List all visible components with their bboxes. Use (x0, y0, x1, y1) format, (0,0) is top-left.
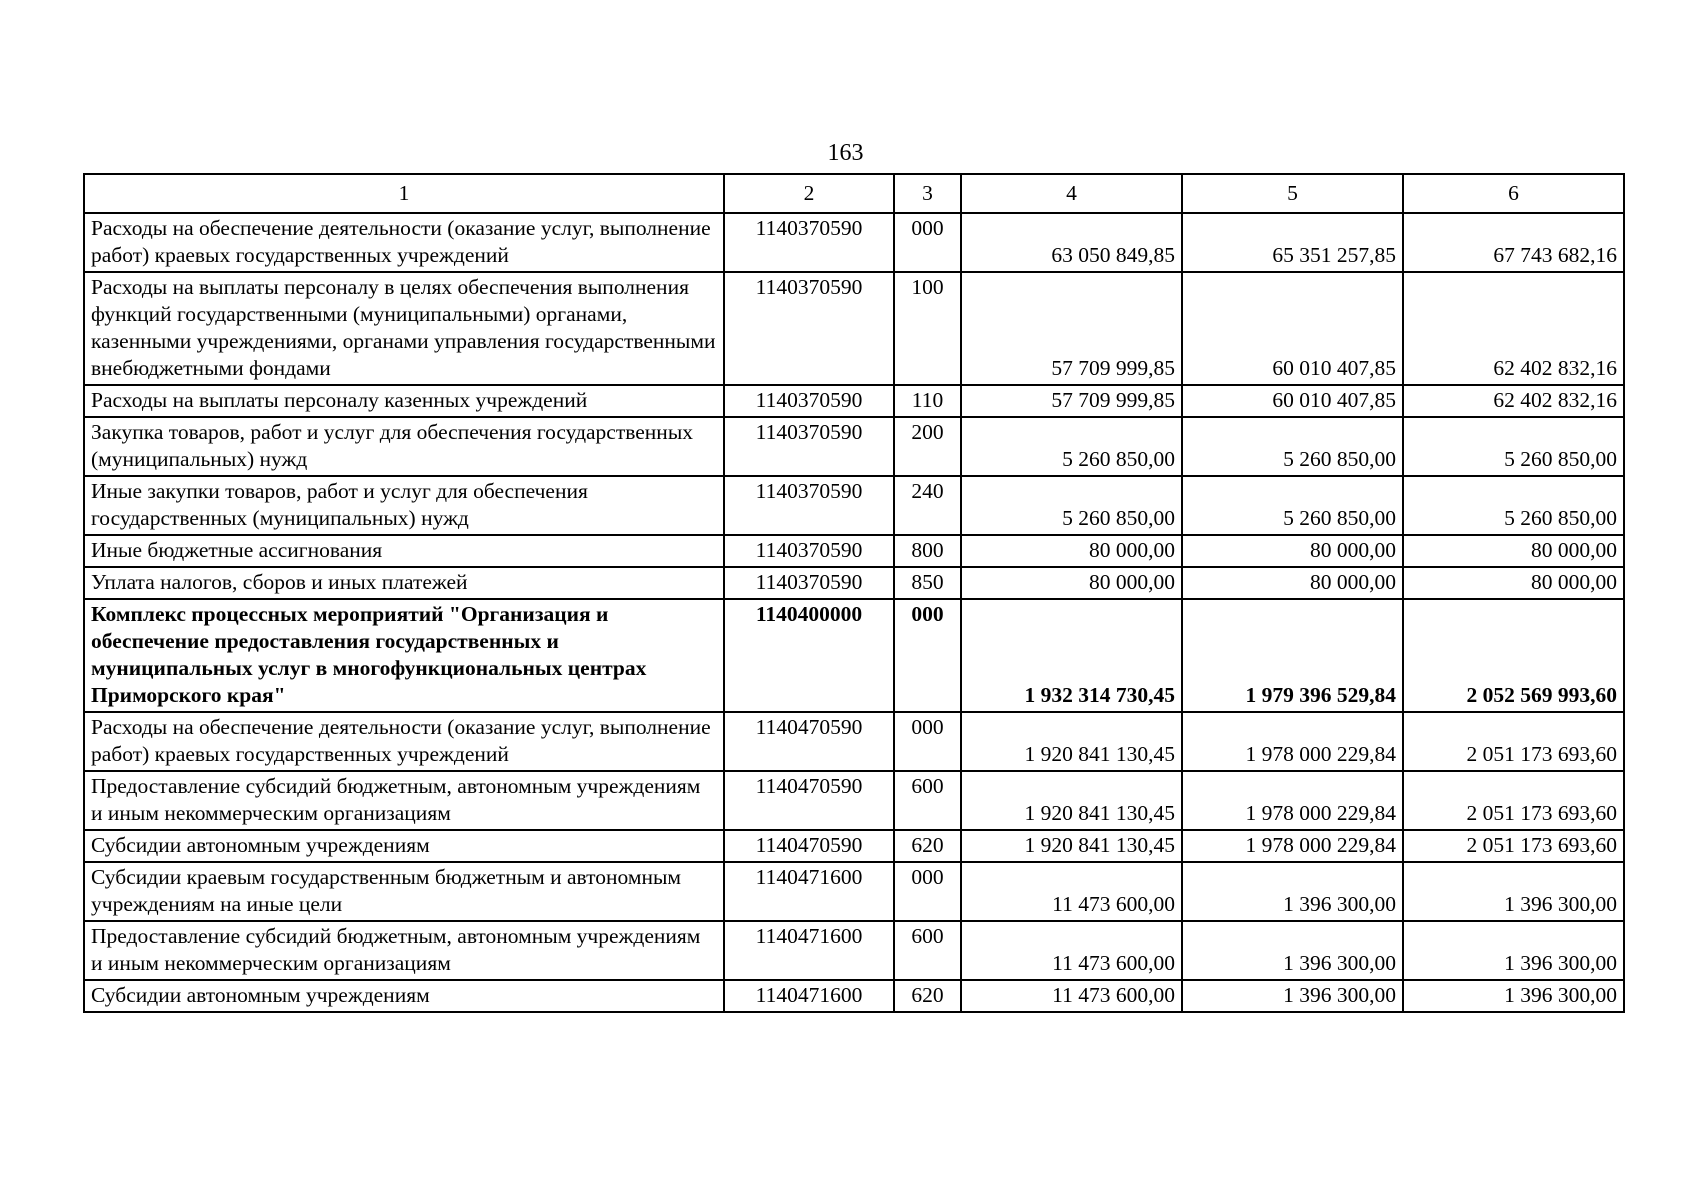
expense-type-cell: 600 (894, 771, 961, 830)
target-code-cell: 1140470590 (724, 830, 894, 862)
amount-col5-cell: 1 979 396 529,84 (1182, 599, 1403, 712)
expense-type-cell: 110 (894, 385, 961, 417)
table-row (84, 535, 1624, 567)
column-number: 4 (961, 174, 1182, 213)
amount-col5-cell: 1 978 000 229,84 (1182, 712, 1403, 771)
amount-col4-cell: 57 709 999,85 (961, 385, 1182, 417)
table-row (84, 980, 1624, 1012)
amount-col5-cell: 1 978 000 229,84 (1182, 771, 1403, 830)
amount-col6-cell: 62 402 832,16 (1403, 272, 1624, 385)
amount-col6-cell: 1 396 300,00 (1403, 980, 1624, 1012)
amount-col5-cell: 80 000,00 (1182, 567, 1403, 599)
row-name-cell: Предоставление субсидий бюджетным, автономным учреждениям и иным некоммерческим организациям (84, 771, 724, 830)
table-row (84, 385, 1624, 417)
column-number: 5 (1182, 174, 1403, 213)
expense-type-cell: 000 (894, 862, 961, 921)
budget-table (83, 173, 1625, 1013)
amount-col5-cell: 1 396 300,00 (1182, 980, 1403, 1012)
amount-col6-cell: 1 396 300,00 (1403, 921, 1624, 980)
expense-type-cell: 100 (894, 272, 961, 385)
table-row (84, 771, 1624, 830)
row-name-cell: Расходы на выплаты персоналу казенных учреждений (84, 385, 724, 417)
target-code-cell: 1140471600 (724, 862, 894, 921)
table-row (84, 272, 1624, 385)
amount-col4-cell: 1 920 841 130,45 (961, 712, 1182, 771)
amount-col6-cell: 5 260 850,00 (1403, 476, 1624, 535)
column-number: 1 (84, 174, 724, 213)
amount-col5-cell: 1 396 300,00 (1182, 921, 1403, 980)
expense-type-cell: 200 (894, 417, 961, 476)
amount-col5-cell: 1 396 300,00 (1182, 862, 1403, 921)
target-code-cell: 1140470590 (724, 712, 894, 771)
row-name-cell: Закупка товаров, работ и услуг для обеспечения государственных (муниципальных) нужд (84, 417, 724, 476)
amount-col6-cell: 5 260 850,00 (1403, 417, 1624, 476)
amount-col6-cell: 62 402 832,16 (1403, 385, 1624, 417)
amount-col4-cell: 1 920 841 130,45 (961, 830, 1182, 862)
table-row (84, 599, 1624, 712)
table-row (84, 712, 1624, 771)
amount-col5-cell: 60 010 407,85 (1182, 385, 1403, 417)
column-number: 3 (894, 174, 961, 213)
row-name-cell: Расходы на обеспечение деятельности (оказание услуг, выполнение работ) краевых государственных учреждений (84, 213, 724, 272)
target-code-cell: 1140370590 (724, 567, 894, 599)
amount-col4-cell: 11 473 600,00 (961, 921, 1182, 980)
expense-type-cell: 620 (894, 830, 961, 862)
row-name-cell: Иные бюджетные ассигнования (84, 535, 724, 567)
amount-col4-cell: 5 260 850,00 (961, 476, 1182, 535)
amount-col5-cell: 65 351 257,85 (1182, 213, 1403, 272)
table-row (84, 417, 1624, 476)
page-number: 163 (827, 140, 864, 166)
amount-col6-cell: 2 051 173 693,60 (1403, 771, 1624, 830)
amount-col4-cell: 5 260 850,00 (961, 417, 1182, 476)
row-name-cell: Предоставление субсидий бюджетным, автономным учреждениям и иным некоммерческим организациям (84, 921, 724, 980)
amount-col5-cell: 1 978 000 229,84 (1182, 830, 1403, 862)
expense-type-cell: 000 (894, 213, 961, 272)
table-row (84, 567, 1624, 599)
column-number: 2 (724, 174, 894, 213)
expense-type-cell: 240 (894, 476, 961, 535)
amount-col4-cell: 57 709 999,85 (961, 272, 1182, 385)
target-code-cell: 1140370590 (724, 272, 894, 385)
amount-col6-cell: 2 052 569 993,60 (1403, 599, 1624, 712)
expense-type-cell: 800 (894, 535, 961, 567)
amount-col4-cell: 80 000,00 (961, 535, 1182, 567)
expense-type-cell: 000 (894, 712, 961, 771)
target-code-cell: 1140470590 (724, 771, 894, 830)
target-code-cell: 1140400000 (724, 599, 894, 712)
expense-type-cell: 600 (894, 921, 961, 980)
table-row (84, 213, 1624, 272)
amount-col6-cell: 67 743 682,16 (1403, 213, 1624, 272)
amount-col4-cell: 11 473 600,00 (961, 980, 1182, 1012)
target-code-cell: 1140370590 (724, 535, 894, 567)
table-row (84, 476, 1624, 535)
amount-col4-cell: 11 473 600,00 (961, 862, 1182, 921)
amount-col4-cell: 1 932 314 730,45 (961, 599, 1182, 712)
row-name-cell: Субсидии автономным учреждениям (84, 830, 724, 862)
column-number-row (84, 174, 1624, 213)
expense-type-cell: 620 (894, 980, 961, 1012)
amount-col6-cell: 2 051 173 693,60 (1403, 830, 1624, 862)
amount-col6-cell: 1 396 300,00 (1403, 862, 1624, 921)
row-name-cell: Уплата налогов, сборов и иных платежей (84, 567, 724, 599)
expense-type-cell: 850 (894, 567, 961, 599)
table-body (84, 174, 1624, 1012)
row-name-cell: Расходы на выплаты персоналу в целях обеспечения выполнения функций государственными (муниципальными) органами, казенными учреждениями, органами управления государственными внебюджетными фондами (84, 272, 724, 385)
target-code-cell: 1140370590 (724, 417, 894, 476)
amount-col4-cell: 63 050 849,85 (961, 213, 1182, 272)
row-name-cell: Субсидии краевым государственным бюджетным и автономным учреждениям на иные цели (84, 862, 724, 921)
amount-col5-cell: 80 000,00 (1182, 535, 1403, 567)
target-code-cell: 1140471600 (724, 980, 894, 1012)
target-code-cell: 1140471600 (724, 921, 894, 980)
row-name-cell: Расходы на обеспечение деятельности (оказание услуг, выполнение работ) краевых государственных учреждений (84, 712, 724, 771)
amount-col6-cell: 80 000,00 (1403, 567, 1624, 599)
table-row (84, 830, 1624, 862)
row-name-cell: Комплекс процессных мероприятий "Организация и обеспечение предоставления государственных и муниципальных услуг в многофункциональных центрах Приморского края" (84, 599, 724, 712)
amount-col5-cell: 5 260 850,00 (1182, 476, 1403, 535)
expense-type-cell: 000 (894, 599, 961, 712)
amount-col5-cell: 60 010 407,85 (1182, 272, 1403, 385)
column-number: 6 (1403, 174, 1624, 213)
table-row (84, 921, 1624, 980)
amount-col5-cell: 5 260 850,00 (1182, 417, 1403, 476)
target-code-cell: 1140370590 (724, 385, 894, 417)
amount-col6-cell: 2 051 173 693,60 (1403, 712, 1624, 771)
row-name-cell: Иные закупки товаров, работ и услуг для обеспечения государственных (муниципальных) нужд (84, 476, 724, 535)
amount-col6-cell: 80 000,00 (1403, 535, 1624, 567)
table-row (84, 862, 1624, 921)
amount-col4-cell: 80 000,00 (961, 567, 1182, 599)
amount-col4-cell: 1 920 841 130,45 (961, 771, 1182, 830)
target-code-cell: 1140370590 (724, 476, 894, 535)
row-name-cell: Субсидии автономным учреждениям (84, 980, 724, 1012)
target-code-cell: 1140370590 (724, 213, 894, 272)
